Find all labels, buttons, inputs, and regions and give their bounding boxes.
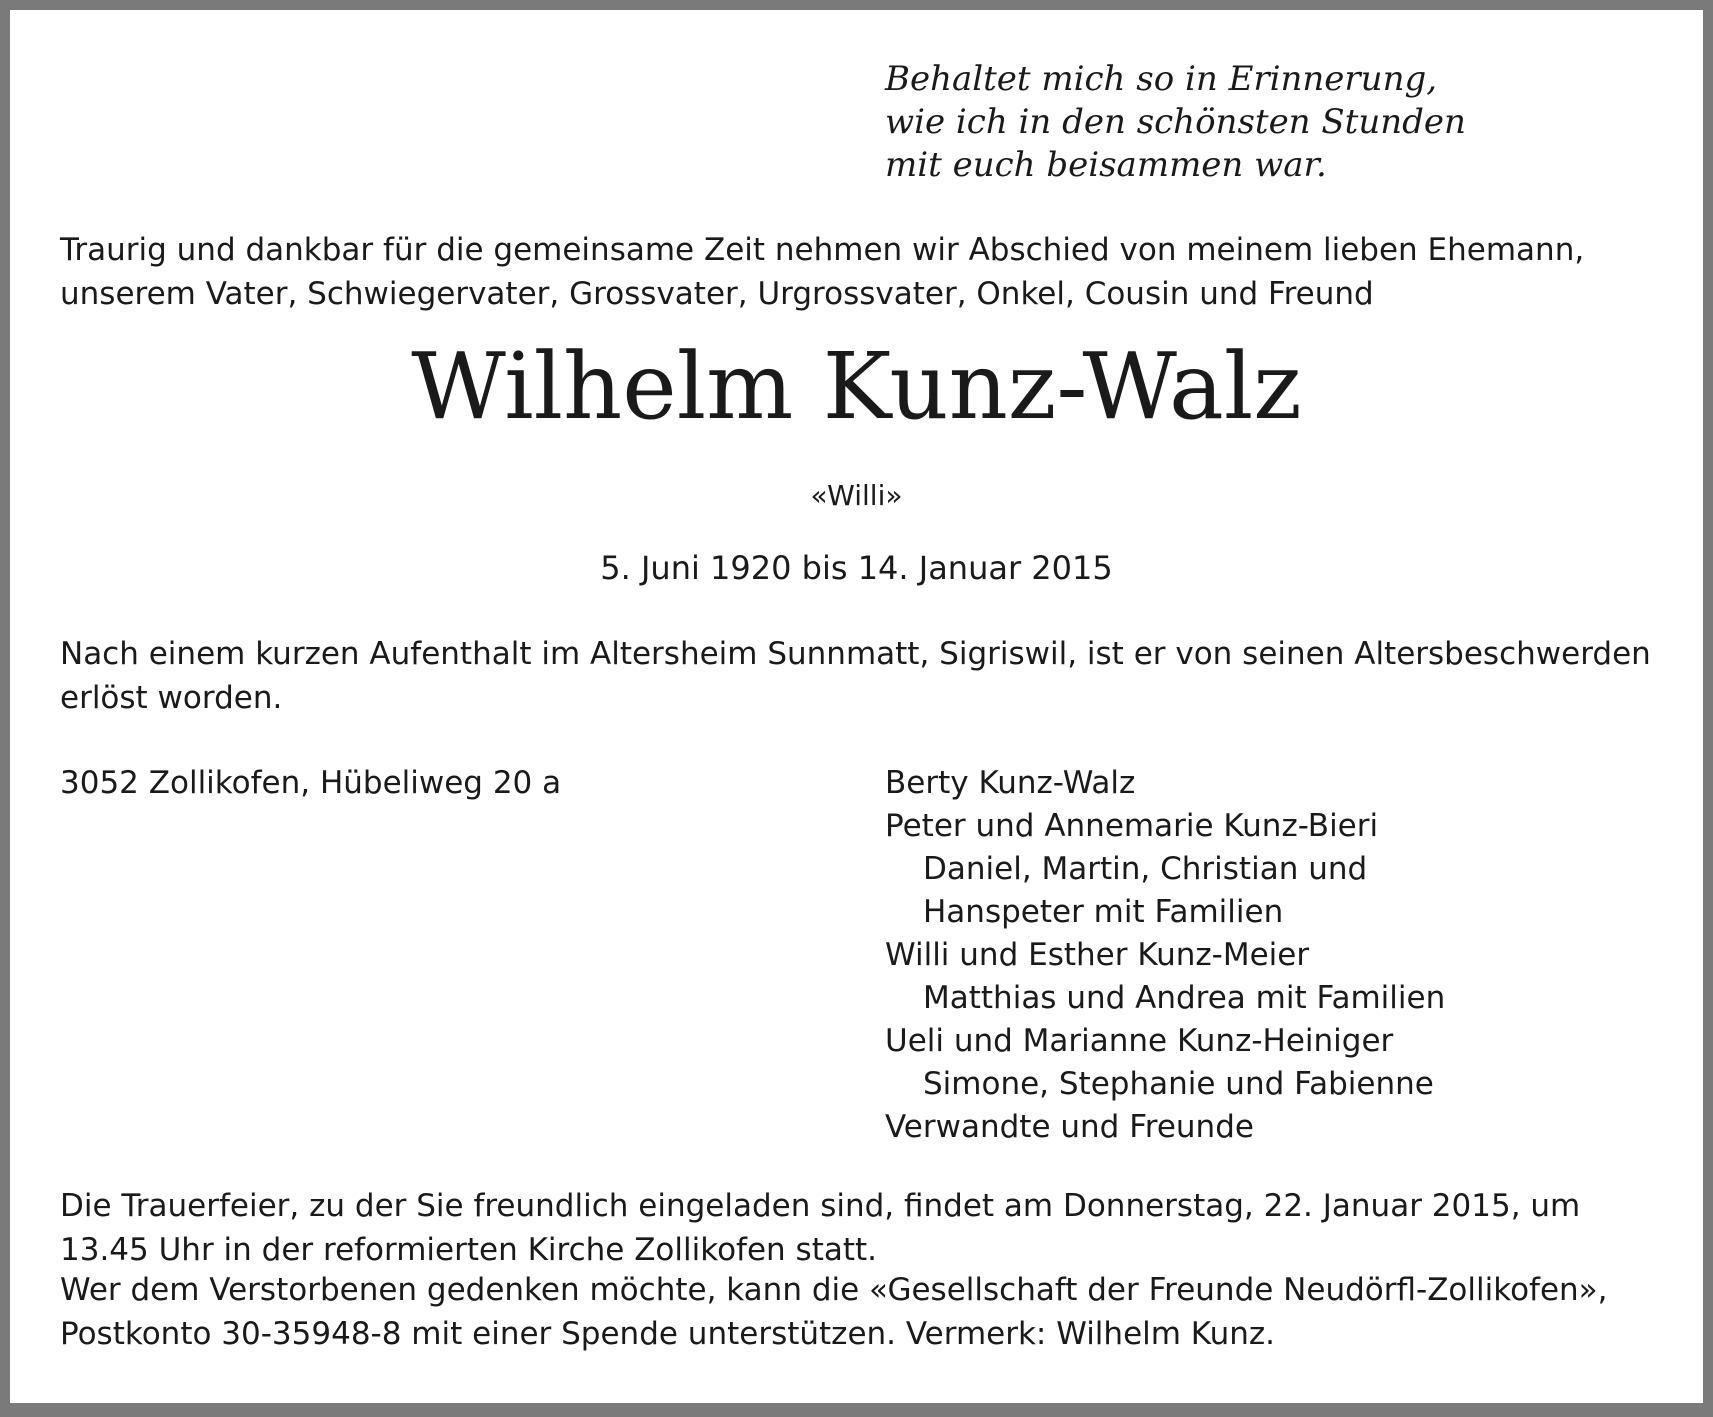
passing-text: Nach einem kurzen Aufenthalt im Altersheim Sunnmatt, Sigriswil, ist er von seinen Altersbeschwerden erlöst worden. — [60, 636, 1651, 716]
quote-line: mit euch beisammen war. — [885, 145, 1327, 185]
quote-line: Behaltet mich so in Erinnerung, — [885, 59, 1438, 99]
life-dates: 5. Juni 1920 bis 14. Januar 2015 — [600, 549, 1113, 587]
mourner-line: Verwandte und Freunde — [885, 1109, 1254, 1145]
mourner-line: Berty Kunz-Walz — [885, 765, 1136, 801]
mourner-line: Peter und Annemarie Kunz-Bieri — [885, 808, 1379, 844]
obituary-notice — [10, 10, 1703, 1403]
intro-text: Traurig und dankbar für die gemeinsame Zeit nehmen wir Abschied von meinem lieben Ehemann, unserem Vater, Schwiegervater, Grossvater, Urgrossvater, Onkel, Cousin und Freund — [60, 232, 1585, 312]
mourner-line: Daniel, Martin, Christian und — [923, 851, 1368, 887]
mourner-line: Matthias und Andrea mit Familien — [923, 980, 1446, 1016]
deceased-nickname: «Willi» — [810, 479, 903, 512]
donation-text: Wer dem Verstorbenen gedenken möchte, kann die «Gesellschaft der Freunde Neudörfl-Zollikofen», Postkonto 30-35948-8 mit einer Spende unterstützen. Vermerk: Wilhelm Kunz. — [60, 1272, 1608, 1352]
mourners-list — [885, 762, 1445, 1149]
family-address: 3052 Zollikofen, Hübeliweg 20 a — [60, 765, 562, 801]
mourner-line: Simone, Stephanie und Fabienne — [923, 1066, 1434, 1102]
quote-line: wie ich in den schönsten Stunden — [885, 102, 1466, 142]
mourner-line: Ueli und Marianne Kunz-Heiniger — [885, 1023, 1394, 1059]
mourner-line: Hanspeter mit Familien — [923, 894, 1284, 930]
funeral-service-text: Die Trauerfeier, zu der Sie freundlich eingeladen sind, findet am Donnerstag, 22. Januar 2015, um 13.45 Uhr in der reformierten Kirche Zollikofen statt. — [60, 1188, 1581, 1268]
deceased-name: Wilhelm Kunz-Walz — [411, 333, 1302, 440]
mourner-line: Willi und Esther Kunz-Meier — [885, 937, 1310, 973]
memorial-quote — [885, 58, 1466, 187]
